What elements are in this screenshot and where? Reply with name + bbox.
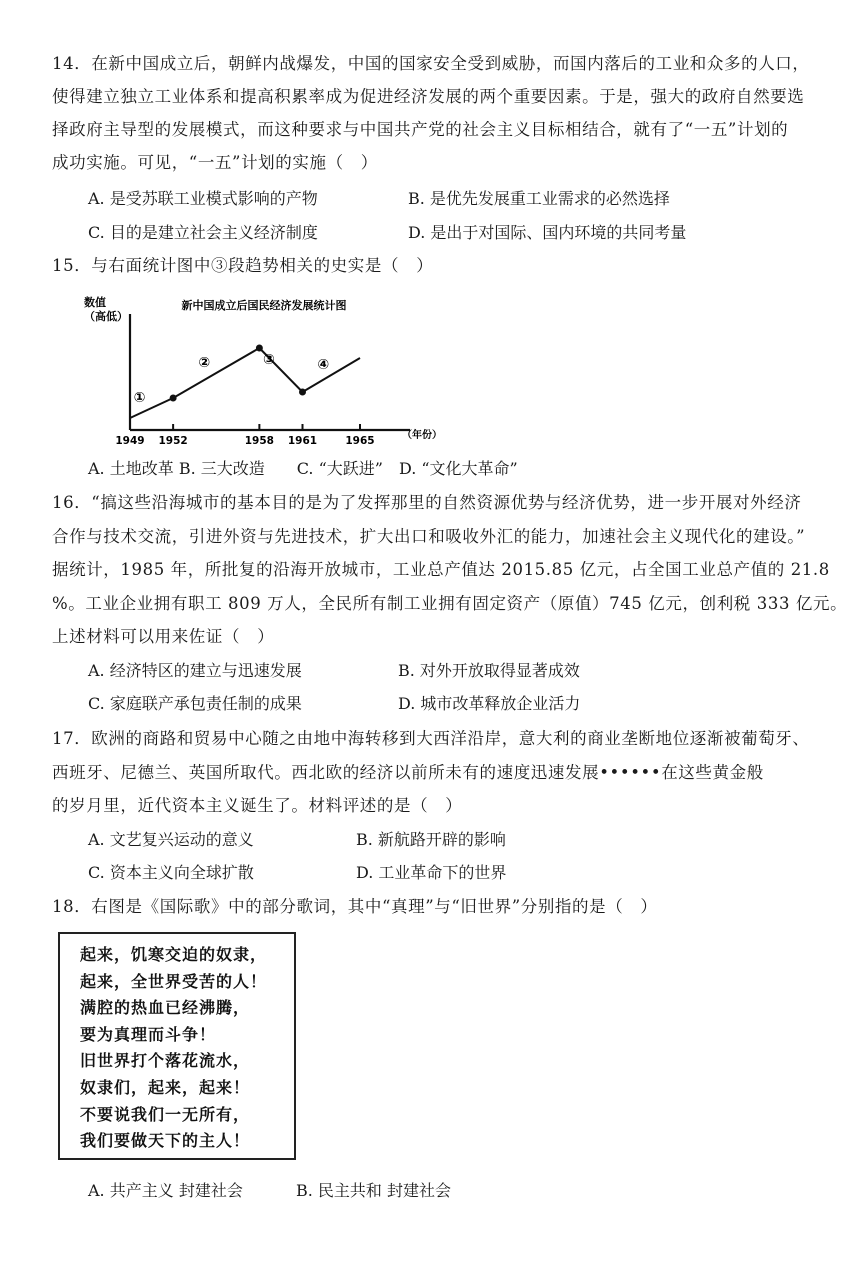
- q15-options[interactable]: A. 土地改革 B. 三大改造 C. “大跃进” D. “文化大革命”: [88, 459, 518, 478]
- chart-point-1961: [299, 389, 306, 396]
- q14-option-a[interactable]: A. 是受苏联工业模式影响的产物: [88, 189, 318, 208]
- q16-option-a[interactable]: A. 经济特区的建立与迅速发展: [88, 661, 302, 680]
- q14-option-c[interactable]: C. 目的是建立社会主义经济制度: [88, 223, 318, 242]
- q17-option-c[interactable]: C. 资本主义向全球扩散: [88, 863, 254, 882]
- chart-point-1958: [256, 345, 263, 352]
- chart-segment-label-1: ①: [133, 390, 146, 406]
- q17-option-b[interactable]: B. 新航路开辟的影响: [356, 830, 506, 849]
- chart-segment-4: [303, 358, 361, 392]
- internationale-lyrics-box: [58, 932, 296, 1160]
- q14-line-1: 14．在新中国成立后，朝鲜内战爆发，中国的国家安全受到威胁，而国内落后的工业和众多的人口，: [52, 54, 810, 73]
- chart-ylabel-line-1: 数值: [84, 296, 106, 309]
- chart-segment-label-2: ②: [198, 355, 211, 371]
- chart-tick-label-1952: 1952: [158, 435, 188, 447]
- q17-line-3: 的岁月里，近代资本主义诞生了。材料评述的是（ ）: [52, 796, 463, 815]
- q14-option-d[interactable]: D. 是出于对国际、国内环境的共同考量: [408, 223, 687, 242]
- q17-line-2: 西班牙、尼德兰、英国所取代。西北欧的经济以前所未有的速度迅速发展••••••在这些黄金般: [52, 763, 764, 782]
- q16-option-b[interactable]: B. 对外开放取得显著成效: [398, 661, 580, 680]
- q16-line-2: 合作与技术交流，引进外资与先进技术，扩大出口和吸收外汇的能力，加速社会主义现代化的建设。”: [52, 527, 806, 546]
- q17-option-a[interactable]: A. 文艺复兴运动的意义: [88, 830, 254, 849]
- q14-line-2: 使得建立独立工业体系和提高积累率成为促进经济发展的两个重要因素。于是，强大的政府自然要选: [52, 87, 805, 106]
- chart-point-1952: [170, 395, 177, 402]
- lyric-line-3: 满腔的热血已经沸腾，: [80, 998, 251, 1018]
- lyric-line-5: 旧世界打个落花流水，: [80, 1051, 251, 1071]
- q15-line: 15．与右面统计图中③段趋势相关的史实是（ ）: [52, 256, 434, 275]
- q18-option-b[interactable]: B. 民主共和 封建社会: [296, 1181, 452, 1200]
- lyric-line-6: 奴隶们，起来，起来！: [80, 1077, 251, 1097]
- lyric-line-2: 起来，全世界受苦的人！: [80, 971, 268, 991]
- lyric-line-8: 我们要做天下的主人！: [80, 1131, 251, 1151]
- economic-development-chart: [84, 292, 444, 448]
- chart-segment-2: [173, 348, 259, 398]
- chart-tick-label-1965: 1965: [345, 435, 375, 447]
- q18-option-a[interactable]: A. 共产主义 封建社会: [88, 1181, 243, 1200]
- q16-line-1: 16．“搞这些沿海城市的基本目的是为了发挥那里的自然资源优势与经济优势，进一步开展对外经济: [52, 493, 802, 512]
- q16-option-c[interactable]: C. 家庭联产承包责任制的成果: [88, 694, 302, 713]
- chart-tick-label-1958: 1958: [244, 435, 274, 447]
- q16-option-d[interactable]: D. 城市改革释放企业活力: [398, 694, 581, 713]
- chart-segment-label-4: ④: [317, 357, 330, 373]
- q16-line-4: %。工业企业拥有职工 809 万人，全民所有制工业拥有固定资产（原值）745 亿元，创利税 333 亿元。: [52, 594, 848, 613]
- q16-line-3: 据统计，1985 年，所批复的沿海开放城市，工业总产值达 2015.85 亿元，占全国工业总产值的 21.8: [52, 560, 830, 579]
- q14-line-3: 择政府主导型的发展模式，而这种要求与中国共产党的社会主义目标相结合，就有了“一五”计划的: [52, 120, 789, 139]
- chart-tick-label-1961: 1961: [287, 435, 318, 447]
- lyric-line-7: 不要说我们一无所有，: [80, 1104, 251, 1124]
- q14-option-b[interactable]: B. 是优先发展重工业需求的必然选择: [408, 189, 670, 208]
- chart-title: 新中国成立后国民经济发展统计图: [181, 299, 347, 312]
- lyric-line-1: 起来，饥寒交迫的奴隶，: [80, 945, 268, 964]
- chart-ylabel-line-2: （高低）: [84, 310, 128, 323]
- q16-line-5: 上述材料可以用来佐证（ ）: [52, 627, 275, 646]
- chart-segment-label-3: ③: [263, 352, 275, 368]
- chart-tick-label-1949: 1949: [115, 435, 145, 447]
- lyric-line-4: 要为真理而斗争！: [80, 1024, 217, 1044]
- q17-line-1: 17．欧洲的商路和贸易中心随之由地中海转移到大西洋沿岸，意大利的商业垄断地位逐渐被葡萄牙、: [52, 729, 810, 748]
- q14-line-4: 成功实施。可见，“一五”计划的实施（ ）: [52, 153, 378, 172]
- q17-option-d[interactable]: D. 工业革命下的世界: [356, 863, 507, 882]
- q18-line: 18．右图是《国际歌》中的部分歌词，其中“真理”与“旧世界”分别指的是（ ）: [52, 897, 658, 916]
- chart-xlabel: （年份）: [402, 430, 442, 441]
